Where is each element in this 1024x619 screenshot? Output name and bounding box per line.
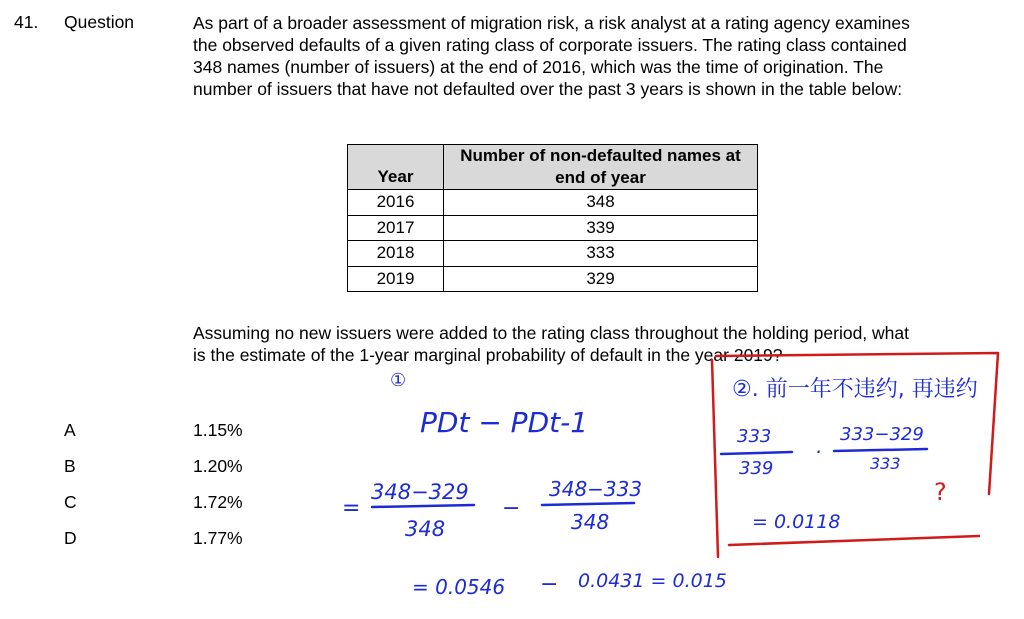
option-value-d[interactable]: 1.77% — [193, 528, 243, 548]
red-box-underline — [729, 536, 979, 545]
red-box-left — [712, 360, 718, 557]
cell-year: 2016 — [348, 190, 444, 216]
hw-frac4-den: 333 — [870, 454, 901, 473]
cell-year: 2019 — [348, 266, 444, 292]
hw-frac1-num: 348−329 — [371, 480, 469, 504]
hw-minus: − — [502, 496, 521, 521]
question-stem: As part of a broader assessment of migration risk, a risk analyst at a rating agency examines the observed defaults of a given rating class of corporate issuers. The rating class contained 348 names (number of issuers) at the end of 2016, which was the time of origination. The number of issuers that have not defaulted over the past 3 years is shown in the table below: — [193, 13, 910, 99]
hw-frac3-den: 339 — [739, 458, 774, 479]
hw-frac1-den: 348 — [405, 517, 446, 541]
question-label: Question — [64, 12, 135, 32]
fraction-bar-3 — [721, 452, 792, 454]
option-letter-a[interactable]: A — [64, 420, 76, 440]
hw-equals: = — [342, 496, 361, 521]
circled-one-mark: ① — [390, 370, 407, 391]
hw-chinese-note: ②. 前一年不违约, 再违约 — [732, 377, 978, 402]
header-year: Year — [348, 145, 444, 190]
hw-frac2-den: 348 — [571, 510, 610, 534]
option-value-c[interactable]: 1.72% — [193, 492, 243, 512]
cell-count: 333 — [444, 241, 758, 267]
cell-year: 2018 — [348, 241, 444, 267]
hw-formula: PDt − PDt-1 — [420, 406, 589, 439]
hw-result-right: 0.0431 = 0.015 — [578, 570, 727, 592]
fraction-bar-4 — [834, 449, 927, 451]
cell-count: 339 — [444, 215, 758, 241]
option-value-a[interactable]: 1.15% — [193, 420, 243, 440]
option-letter-d[interactable]: D — [64, 528, 77, 548]
question-followup: Assuming no new issuers were added to the rating class throughout the holding period, what is the estimate of the 1-year marginal probability of default in the year 2019? — [193, 323, 909, 365]
option-value-b[interactable]: 1.20% — [193, 456, 243, 476]
cell-count: 348 — [444, 190, 758, 216]
cell-count: 329 — [444, 266, 758, 292]
option-letter-b[interactable]: B — [64, 456, 76, 476]
header-count: Number of non-defaulted names at end of year — [444, 145, 758, 190]
hw-result-left: = 0.0546 — [412, 575, 506, 599]
hw-result-minus: − — [540, 572, 559, 597]
fraction-bar-1 — [372, 505, 474, 507]
hw-final-answer: = 0.0118 — [752, 511, 841, 533]
question-number: 41. — [14, 12, 39, 32]
option-letter-c[interactable]: C — [64, 492, 77, 512]
hw-frac2-num: 348−333 — [549, 477, 643, 501]
hw-frac4-num: 333−329 — [840, 424, 924, 445]
hw-question-mark: ? — [934, 478, 947, 506]
cell-year: 2017 — [348, 215, 444, 241]
hw-dot: · — [815, 440, 822, 464]
hw-frac3-num: 333 — [737, 426, 772, 447]
fraction-bar-2 — [542, 503, 634, 505]
